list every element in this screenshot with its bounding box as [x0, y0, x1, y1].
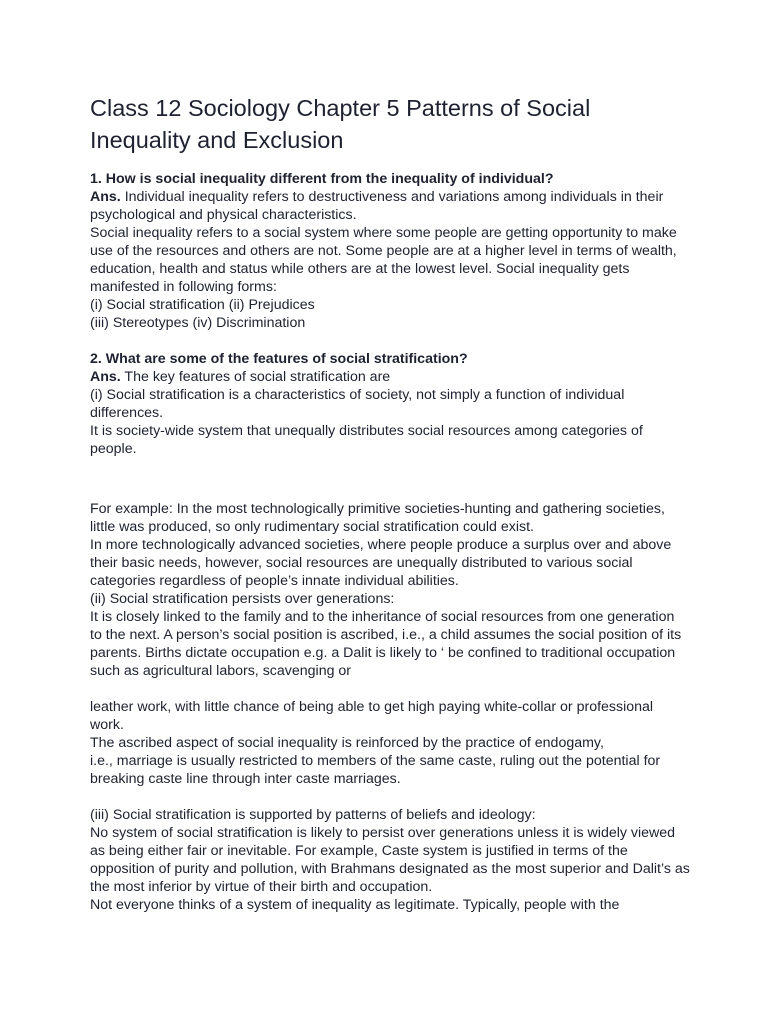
- body-paragraph: (ii) Social stratification persists over generations:: [90, 591, 395, 607]
- answer-1-list-line: (iii) Stereotypes (iv) Discrimination: [90, 315, 306, 331]
- answer-1-paragraph: Social inequality refers to a social system where some people are getting opportunity to make use of the resources and others are not. Some people are at a higher level in terms of wealth, education, health and status while others are at the lowest level. Social inequality gets manifested in following forms:: [90, 225, 677, 295]
- body-paragraph: i.e., marriage is usually restricted to members of the same caste, ruling out the potential for breaking caste line through inter caste marriages.: [90, 753, 661, 787]
- question-2: 2. What are some of the features of social stratification?: [90, 351, 468, 367]
- spacer: [90, 788, 690, 806]
- body-paragraph: leather work, with little chance of being able to get high paying white-collar or professional work.: [90, 699, 654, 733]
- body-paragraph: It is closely linked to the family and to the inheritance of social resources from one generation to the next. A person’s social position is ascribed, i.e., a child assumes the social position of its parents. Births dictate occupation e.g. a Dalit is likely to ‘ be confined to traditional occupation such as agricultural labors, scavenging or: [90, 609, 682, 679]
- answer-1-intro: [90, 188, 690, 224]
- page-title: Class 12 Sociology Chapter 5 Patterns of Social Inequality and Exclusion: [90, 95, 591, 153]
- spacer: [90, 156, 690, 170]
- body-paragraph: Not everyone thinks of a system of inequality as legitimate. Typically, people with the: [90, 897, 620, 913]
- spacer: [90, 680, 690, 698]
- answer-label: Ans.: [90, 369, 121, 385]
- body-paragraph: In more technologically advanced societies, where people produce a surplus over and above their basic needs, however, social resources are unequally distributed to various social categories regardless of people’s innate individual abilities.: [90, 537, 672, 589]
- answer-text: Individual inequality refers to destructiveness and variations among individuals in their psychological and physical characteristics.: [90, 189, 664, 223]
- answer-label: Ans.: [90, 189, 121, 205]
- body-paragraph: For example: In the most technologically primitive societies-hunting and gathering societies, little was produced, so only rudimentary social stratification could exist.: [90, 501, 665, 535]
- answer-2-intro: [90, 368, 690, 386]
- body-paragraph: The ascribed aspect of social inequality is reinforced by the practice of endogamy,: [90, 735, 604, 751]
- body-paragraph: (iii) Social stratification is supported by patterns of beliefs and ideology:: [90, 807, 536, 823]
- document-page: [90, 92, 690, 914]
- body-paragraph: No system of social stratification is likely to persist over generations unless it is widely viewed as being either fair or inevitable. For example, Caste system is justified in terms of the opposition of purity and pollution, with Brahmans designated as the most superior and Dalit’s as the most inferior by virtue of their birth and occupation.: [90, 825, 690, 895]
- answer-2-paragraph: It is society-wide system that unequally distributes social resources among categories of people.: [90, 423, 643, 457]
- answer-2-paragraph: (i) Social stratification is a characteristics of society, not simply a function of individual differences.: [90, 387, 625, 421]
- spacer: [90, 458, 690, 500]
- question-1: 1. How is social inequality different from the inequality of individual?: [90, 171, 554, 187]
- answer-1-list-line: (i) Social stratification (ii) Prejudices: [90, 297, 315, 313]
- answer-text: The key features of social stratification are: [120, 369, 391, 385]
- spacer: [90, 332, 690, 350]
